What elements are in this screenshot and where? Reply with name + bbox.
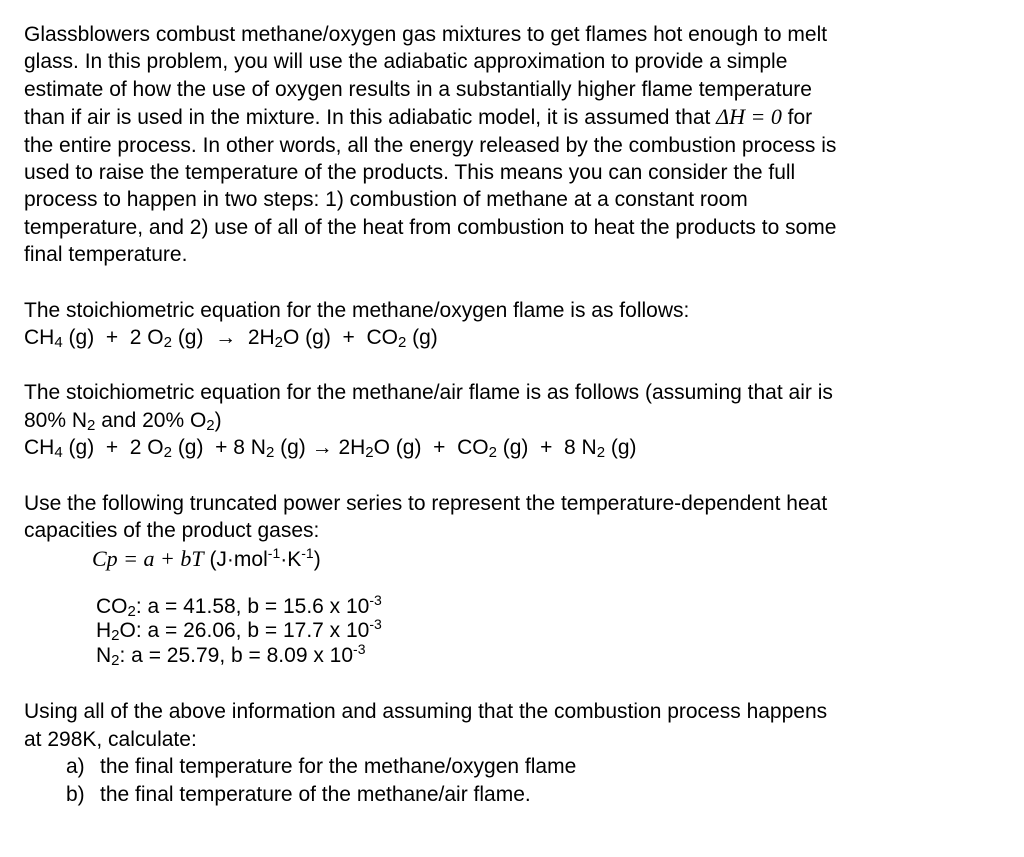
coefficient-list xyxy=(24,591,984,669)
coefficient-row: $CO_2$: a = 41.58, b = 15.6 x $10^{-3}$ xyxy=(96,591,382,620)
heat-capacity-intro-line: capacities of the product gases: xyxy=(24,519,320,543)
intro-line: estimate of how the use of oxygen results in a substantially higher flame temperature xyxy=(24,77,812,101)
heat-capacity-section xyxy=(24,490,984,669)
oxygen-equation: $CH_4$ (g) + 2 $O_2$ $(g) \to 2H_2O$ $(g) + CO_2$ (g) xyxy=(24,326,438,352)
task-line: at 298K, calculate: xyxy=(24,727,197,751)
air-heading-line: 80% $N_2$ and 20% $O_2$) xyxy=(24,408,222,434)
task-line: Using all of the above information and assuming that the combustion process happens xyxy=(24,700,828,724)
intro-line: than if air is used in the mixture. In this adiabatic model, it is assumed that ΔH = 0 for xyxy=(24,104,813,130)
list-item: b) the final temperature of the methane/air flame. xyxy=(66,782,531,806)
air-heading-line: The stoichiometric equation for the methane/air flame is as follows (assuming that air is xyxy=(24,381,833,405)
task-section xyxy=(24,698,984,808)
intro-line: used to raise the temperature of the products. This means you can consider the full xyxy=(24,161,796,185)
oxygen-heading: The stoichiometric equation for the methane/oxygen flame is as follows: xyxy=(24,298,690,322)
intro-paragraph xyxy=(24,21,984,269)
air-section xyxy=(24,379,984,461)
oxygen-section xyxy=(24,297,984,352)
heat-capacity-formula: Cp = a + bT $(J\cdot mol^{-1}\cdot K^{-1})$ xyxy=(92,544,321,571)
intro-line: process to happen in two steps: 1) combustion of methane at a constant room xyxy=(24,188,748,212)
problem-document xyxy=(24,21,984,808)
intro-line: glass. In this problem, you will use the adiabatic approximation to provide a simple xyxy=(24,50,788,74)
air-equation: $CH_4$ (g) + 2 $O_2$ (g) + 8 $N_2$ $(g) \to 2H_2O$ $(g) + CO_2$ (g) + 8 $N_2$ (g) xyxy=(24,436,637,462)
intro-line: final temperature. xyxy=(24,243,188,267)
coefficient-row: $N_2$: a = 25.79, b = 8.09 x $10^{-3}$ xyxy=(96,640,366,669)
intro-line: the entire process. In other words, all the energy released by the combustion process is xyxy=(24,133,837,157)
list-item: a) the final temperature for the methane/oxygen flame xyxy=(66,755,577,779)
intro-line: temperature, and 2) use of all of the heat from combustion to heat the products to some xyxy=(24,215,837,239)
heat-capacity-intro-line: Use the following truncated power series to represent the temperature-dependent heat xyxy=(24,491,828,515)
intro-line: Glassblowers combust methane/oxygen gas mixtures to get flames hot enough to melt xyxy=(24,23,828,46)
task-list xyxy=(24,753,984,808)
delta-h-expression: ΔH = 0 xyxy=(716,104,782,130)
coefficient-row: $H_2O$: a = 26.06, b = 17.7 x $10^{-3}$ xyxy=(96,616,382,645)
